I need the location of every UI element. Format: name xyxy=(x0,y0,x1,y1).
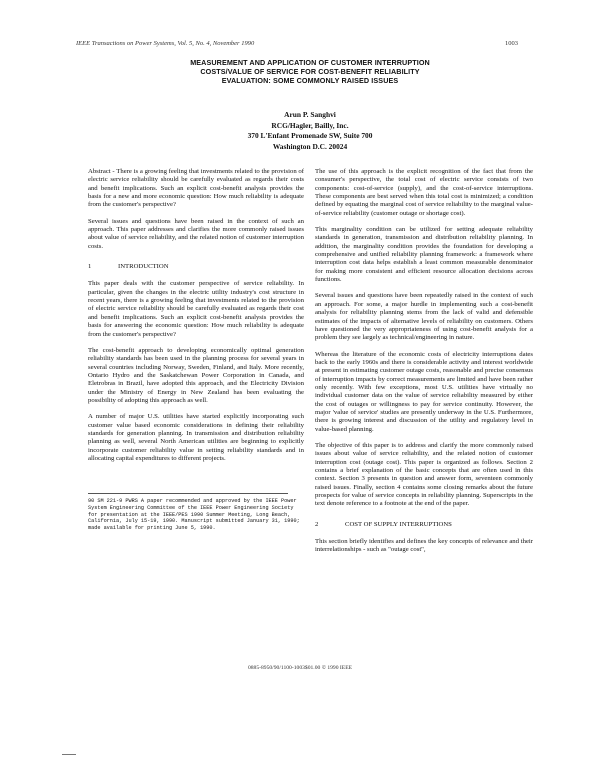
right-paragraph-5: The objective of this paper is to address and clarify the more commonly raised issues about value of service reliability, and the related notion of customer interruption cost (outage cost). This paper is organized as follows. Section 2 contains a brief explanation of the basic concepts that are often used in this context. Section 3 presents in question and answer form, seventeen commonly raised issues. Finally, section 4 contains some closing remarks about the future prospects for value of service concepts in reliability planning. Superscripts in the text denote reference to a footnote at the end of the paper. xyxy=(315,441,533,508)
copyright-footer: 0885-8950/90/1100-1003$01.00 © 1990 IEEE xyxy=(247,665,353,671)
right-paragraph-2: This marginality condition can be utilized for setting adequate reliability standards in generation, transmission and distribution reliability planning. In addition, the marginality condition provides the foundation for developing a comprehensive and unified reliability planning framework: a framework where interruption cost data helps establish a least common measurable denominator for making more consistent and efficient resource allocation decisions across functions. xyxy=(315,226,533,284)
paper-title xyxy=(100,58,520,85)
author-address: 370 L'Enfant Promenade SW, Suite 700 xyxy=(247,131,373,140)
section-heading-cost-of-supply-interruptions xyxy=(315,521,533,529)
page-number: 1003 xyxy=(505,40,518,47)
abstract: Abstract - There is a growing feeling that investments related to the provision of electric service reliability should be carefully evaluated as regards their costs and benefit implications. Such an explicit cost-benefit analysis provides the basis for a new and more economic question: How much reliability is adequate from the customer's perspective? xyxy=(88,168,304,209)
right-paragraph-1: The use of this approach is the explicit recognition of the fact that from the consumer's perspective, the total cost of electric service consists of two components: cost-of-service (supply), and the cost-of-service interruptions. These components are best served when this total cost is minimized; a condition defined by equating the marginal cost of service reliability to the marginal value-of-service reliability (customer outage or shortage cost). xyxy=(315,168,533,217)
left-column xyxy=(88,168,304,531)
intro-paragraph-3: A number of major U.S. utilities have started explicitly incorporating such customer value based economic considerations in defining their reliability standards for generation planning. In transmission and distribution reliability planning as well, several North American utilities are beginning to explicitly incorporate customer reliability value in setting reliability standards and in allocating capital expenditures to different projects. xyxy=(88,413,304,462)
author-city: Washington D.C. 20024 xyxy=(272,141,348,151)
author-org: RCG/Hagler, Bailly, Inc. xyxy=(271,120,349,130)
journal-header: IEEE Transactions on Power Systems, Vol. 5, No. 4, November 1990 xyxy=(76,40,255,47)
right-column xyxy=(315,168,533,563)
title-line-3: EVALUATION: SOME COMMONLY RAISED ISSUES xyxy=(221,76,399,85)
footnote-rule xyxy=(88,493,288,494)
intro-paragraph-2: The cost-benefit approach to developing economically optimal generation reliability standards has been used in the planning process for several years in several countries including Norway, Sweden, Finland, and Italy. More recently, Ontario Hydro and the Saskatchewan Power Corporation in Canada, and Eletrobras in Brazil, have adopted this approach, and the Electricity Division under the Ministry of Energy in New Zealand has been evaluating the possibility of adopting this approach as well. xyxy=(88,346,304,404)
right-paragraph-4: Whereas the literature of the economic costs of electricity interruptions dates back to the early 1960s and there is considerable activity and interest worldwide at present in estimating customer outage costs, reasonable and precise consensus of interruption impacts by correct measurements are limited and have been rather only recently. With few exceptions, most U.S. utilities have virtually no individual customer data on the value of service reliability measured by either the cost of outages or willingness to pay for service continuity. However, the major 'value of service' studies are presently underway in the U.S. Furthermore, there is growing interest and discussion of the utility and regulatory level in value-based planning. xyxy=(315,350,533,433)
abstract-paragraph-2: Several issues and questions have been raised in the context of such an approach. This paper addresses and clarifies the more commonly raised issues about value of service reliability, and the related notion of customer interruption costs. xyxy=(88,217,304,250)
author-block xyxy=(150,110,470,152)
title-line-2: COSTS/VALUE OF SERVICE FOR COST-BENEFIT RELIABILITY xyxy=(200,67,420,76)
section-number: 2 xyxy=(315,520,319,528)
section-number: 1 xyxy=(88,263,92,271)
intro-paragraph-1: This paper deals with the customer perspective of service reliability. In particular, given the changes in the electric utility industry's cost structure in recent years, there is a growing feeling that investments related to the provision of electric service reliability should be carefully evaluated as regards their cost and benefit implications. Such an explicit cost-benefit analysis provides the basis for answering the economic question: How much reliability is adequate from the customer's perspective? xyxy=(88,280,304,338)
footnote-text: 90 SM 221-9 PWRS A paper recommended and approved by the IEEE Power System Engineering Committee of the IEEE Power Engineering Society for presentation at the IEEE/PES 1990 Summer Meeting, Long Beach, California, July 15-19, 1990. Manuscript submitted January 31, 1990; made available for printing June 5, 1990. xyxy=(88,498,300,531)
author-name: Arun P. Sanghvi xyxy=(284,110,336,119)
right-paragraph-3: Several issues and questions have been repeatedly raised in the context of such an approach. For some, a major hurdle in implementing such a cost-benefit analysis for reliability planning stems from the lack of valid and defensible estimates of the impacts of alternative levels of reliability on customers. Others have questioned the very appropriateness of using cost-benefit analysis for a problem they see largely as technical/engineering in nature. xyxy=(315,292,533,342)
right-paragraph-6: This section briefly identifies and defines the key concepts of relevance and their interrelationships - such as "outage cost", xyxy=(315,538,533,554)
section-title: INTRODUCTION xyxy=(118,263,169,271)
section-heading-introduction xyxy=(88,263,304,271)
title-line-1: MEASUREMENT AND APPLICATION OF CUSTOMER INTERRUPTION xyxy=(190,58,430,67)
section-title: COST OF SUPPLY INTERRUPTIONS xyxy=(345,520,452,528)
manuscript-footnote xyxy=(88,493,304,531)
page-edge-mark xyxy=(62,754,76,755)
